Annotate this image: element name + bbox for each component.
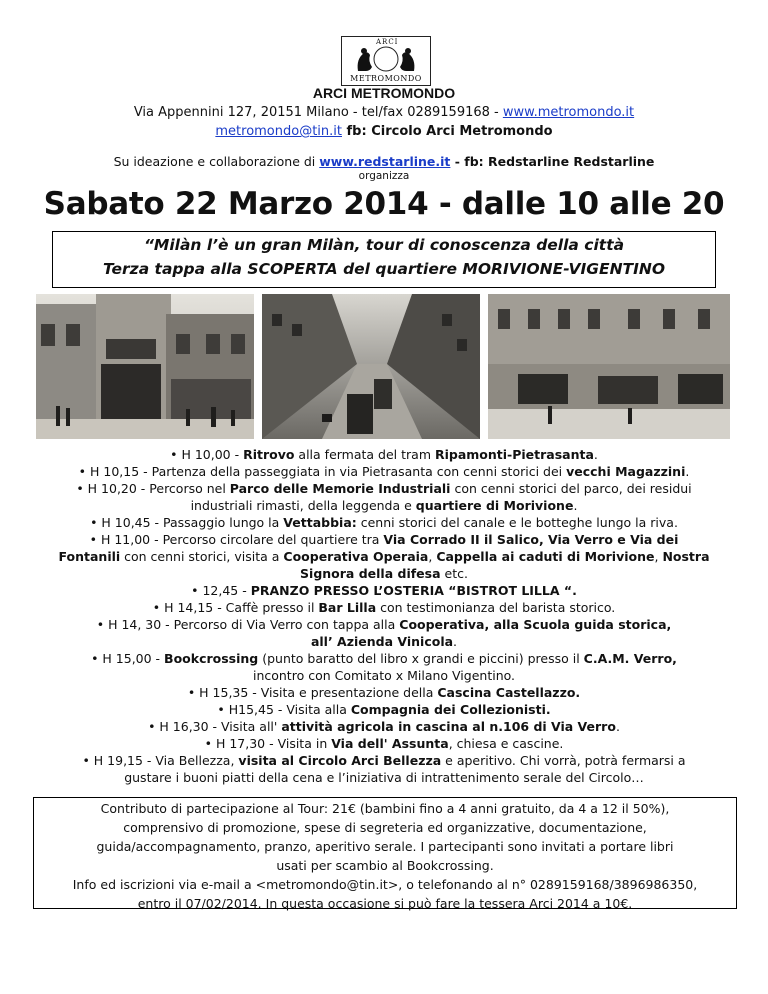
schedule-text: • H 15,35 - Visita e presentazione della	[187, 685, 438, 700]
schedule-highlight: Cappella ai caduti di Morivione	[436, 549, 655, 564]
schedule-text: • H 10,15 - Partenza della passeggiata in via Pietrasanta con cenni storici dei	[78, 464, 567, 479]
monkeys-icon	[348, 45, 424, 73]
schedule-line	[0, 616, 768, 633]
schedule-highlight: Compagnia dei Collezionisti.	[350, 702, 551, 717]
schedule-text: con cenni storici del parco, dei residui	[450, 481, 692, 496]
schedule-text: con cenni storici, visita a	[120, 549, 284, 564]
schedule-line	[0, 565, 768, 582]
schedule-highlight: PRANZO PRESSO L’OSTERIA “BISTROT LILLA “.	[250, 583, 577, 598]
schedule-text: • H 14,15 - Caffè presso il	[152, 600, 319, 615]
schedule-highlight: C.A.M. Verro,	[583, 651, 677, 666]
schedule-highlight: Cooperativa Operaia	[283, 549, 429, 564]
schedule-line	[0, 548, 768, 565]
schedule-highlight: Signora della difesa	[300, 566, 441, 581]
schedule-text: • H 10,20 - Percorso nel	[76, 481, 230, 496]
schedule-line	[0, 633, 768, 650]
schedule-list	[0, 446, 768, 786]
schedule-text: • H 16,30 - Visita all'	[148, 719, 282, 734]
schedule-text: • H 17,30 - Visita in	[204, 736, 332, 751]
info-line: comprensivo di promozione, spese di segreteria ed organizzative, documentazione,	[123, 820, 647, 835]
schedule-text: • H 10,45 - Passaggio lungo la	[90, 515, 284, 530]
contact-line	[0, 124, 768, 139]
schedule-text: cenni storici del canale e le botteghe lungo la riva.	[356, 515, 678, 530]
schedule-text: .	[453, 634, 458, 649]
org-name: ARCI METROMONDO	[312, 85, 456, 101]
schedule-line	[0, 497, 768, 514]
info-line: Info ed iscrizioni via e-mail a <metromondo@tin.it>, o telefonando al n° 0289159168/3896986350,	[72, 877, 698, 892]
schedule-highlight: Cooperativa, alla Scuola guida storica,	[399, 617, 672, 632]
fb-org: fb: Circolo Arci Metromondo	[342, 124, 553, 139]
schedule-highlight: Bookcrossing	[164, 651, 259, 666]
schedule-line	[0, 769, 768, 786]
schedule-line	[0, 582, 768, 599]
schedule-text: .	[615, 719, 620, 734]
schedule-line	[0, 531, 768, 548]
ideazione-line	[0, 154, 768, 169]
logo-bottom-text: METROMONDO	[350, 74, 422, 83]
schedule-text: con testimonianza del barista storico.	[376, 600, 616, 615]
schedule-text: etc.	[440, 566, 468, 581]
schedule-line	[0, 667, 768, 684]
schedule-text: (punto baratto del libro x grandi e piccini) presso il	[258, 651, 584, 666]
info-line: guida/accompagnamento, pranzo, aperitivo serale. I partecipanti sono invitati a portare libri	[96, 839, 674, 854]
schedule-highlight: Via Corrado II il Salico, Via Verro e Via dei	[383, 532, 679, 547]
schedule-highlight: all’ Azienda Vinicola	[310, 634, 454, 649]
schedule-line	[0, 650, 768, 667]
tour-title-line1: “Milàn l’è un gran Milàn, tour di conoscenza della città	[143, 236, 625, 254]
schedule-highlight: vecchi Magazzini	[566, 464, 686, 479]
schedule-line	[0, 735, 768, 752]
schedule-line	[0, 480, 768, 497]
tour-title-box	[52, 231, 716, 288]
tour-title-line2: Terza tappa alla SCOPERTA del quartiere MORIVIONE-VIGENTINO	[102, 260, 666, 278]
schedule-highlight: Cascina Castellazzo.	[437, 685, 581, 700]
schedule-line	[0, 514, 768, 531]
schedule-highlight: attività agricola in cascina al n.106 di Via Verro	[281, 719, 616, 734]
address-line	[0, 105, 768, 120]
event-date: Sabato 22 Marzo 2014 - dalle 10 alle 20	[43, 186, 725, 222]
info-line: Contributo di partecipazione al Tour: 21€ (bambini fino a 4 anni gratuito, da 4 a 12 il 50%),	[100, 801, 670, 816]
address-text: Via Appennini 127, 20151 Milano - tel/fax 0289159168 -	[133, 105, 503, 120]
schedule-line	[0, 599, 768, 616]
info-line: entro il 07/02/2014. In questa occasione si può fare la tessera Arci 2014 a 10€.	[137, 896, 633, 911]
schedule-highlight: Via dell' Assunta	[331, 736, 449, 751]
schedule-text: • H 15,00 -	[91, 651, 165, 666]
schedule-highlight: Bar Lilla	[318, 600, 377, 615]
schedule-text: gustare i buoni piatti della cena e l’iniziativa di intrattenimento serale del Circolo…	[124, 770, 644, 785]
logo-top-text: ARCI	[376, 38, 399, 46]
schedule-text: • H 10,00 -	[170, 447, 244, 462]
schedule-text: .	[685, 464, 690, 479]
schedule-line	[0, 752, 768, 769]
schedule-line	[0, 718, 768, 735]
email-link[interactable]: metromondo@tin.it	[215, 124, 342, 139]
schedule-text: • H 14, 30 - Percorso di Via Verro con tappa alla	[96, 617, 400, 632]
historic-photo-buildings	[488, 294, 730, 439]
schedule-line	[0, 684, 768, 701]
schedule-text: , chiesa e cascine.	[448, 736, 564, 751]
website-link[interactable]: www.metromondo.it	[502, 105, 635, 120]
schedule-highlight: Parco delle Memorie Industriali	[229, 481, 451, 496]
redstarline-link[interactable]: www.redstarline.it	[319, 154, 451, 169]
schedule-text: • H 11,00 - Percorso circolare del quartiere tra	[89, 532, 384, 547]
schedule-line	[0, 701, 768, 718]
schedule-text: .	[573, 498, 578, 513]
schedule-text: ,	[428, 549, 437, 564]
historic-photo-tram-street	[262, 294, 480, 439]
schedule-text: ,	[654, 549, 663, 564]
schedule-line	[0, 463, 768, 480]
redstarline-fb: - fb: Redstarline Redstarline	[450, 154, 655, 169]
schedule-text: alla fermata del tram	[294, 447, 435, 462]
schedule-text: .	[593, 447, 598, 462]
organizza-text: organizza	[358, 170, 410, 182]
schedule-highlight: Ripamonti-Pietrasanta	[434, 447, 594, 462]
ideazione-prefix: Su ideazione e collaborazione di	[113, 154, 320, 169]
schedule-text: • H15,45 - Visita alla	[217, 702, 351, 717]
schedule-text: • H 19,15 - Via Bellezza,	[82, 753, 239, 768]
schedule-text: • 12,45 -	[191, 583, 251, 598]
schedule-highlight: Nostra	[662, 549, 710, 564]
schedule-text: incontro con Comitato x Milano Vigentino.	[252, 668, 516, 683]
schedule-text: industriali rimasti, della leggenda e	[190, 498, 416, 513]
schedule-line	[0, 446, 768, 463]
schedule-highlight: Fontanili	[58, 549, 121, 564]
info-line: usati per scambio al Bookcrossing.	[276, 858, 494, 873]
historic-photo-corner-shop	[36, 294, 254, 439]
schedule-highlight: visita al Circolo Arci Bellezza	[238, 753, 442, 768]
schedule-highlight: Vettabbia:	[283, 515, 357, 530]
metromondo-logo	[341, 36, 431, 86]
schedule-text: e aperitivo. Chi vorrà, potrà fermarsi a	[441, 753, 686, 768]
schedule-highlight: Ritrovo	[243, 447, 295, 462]
info-box	[33, 797, 737, 909]
schedule-highlight: quartiere di Morivione	[415, 498, 574, 513]
